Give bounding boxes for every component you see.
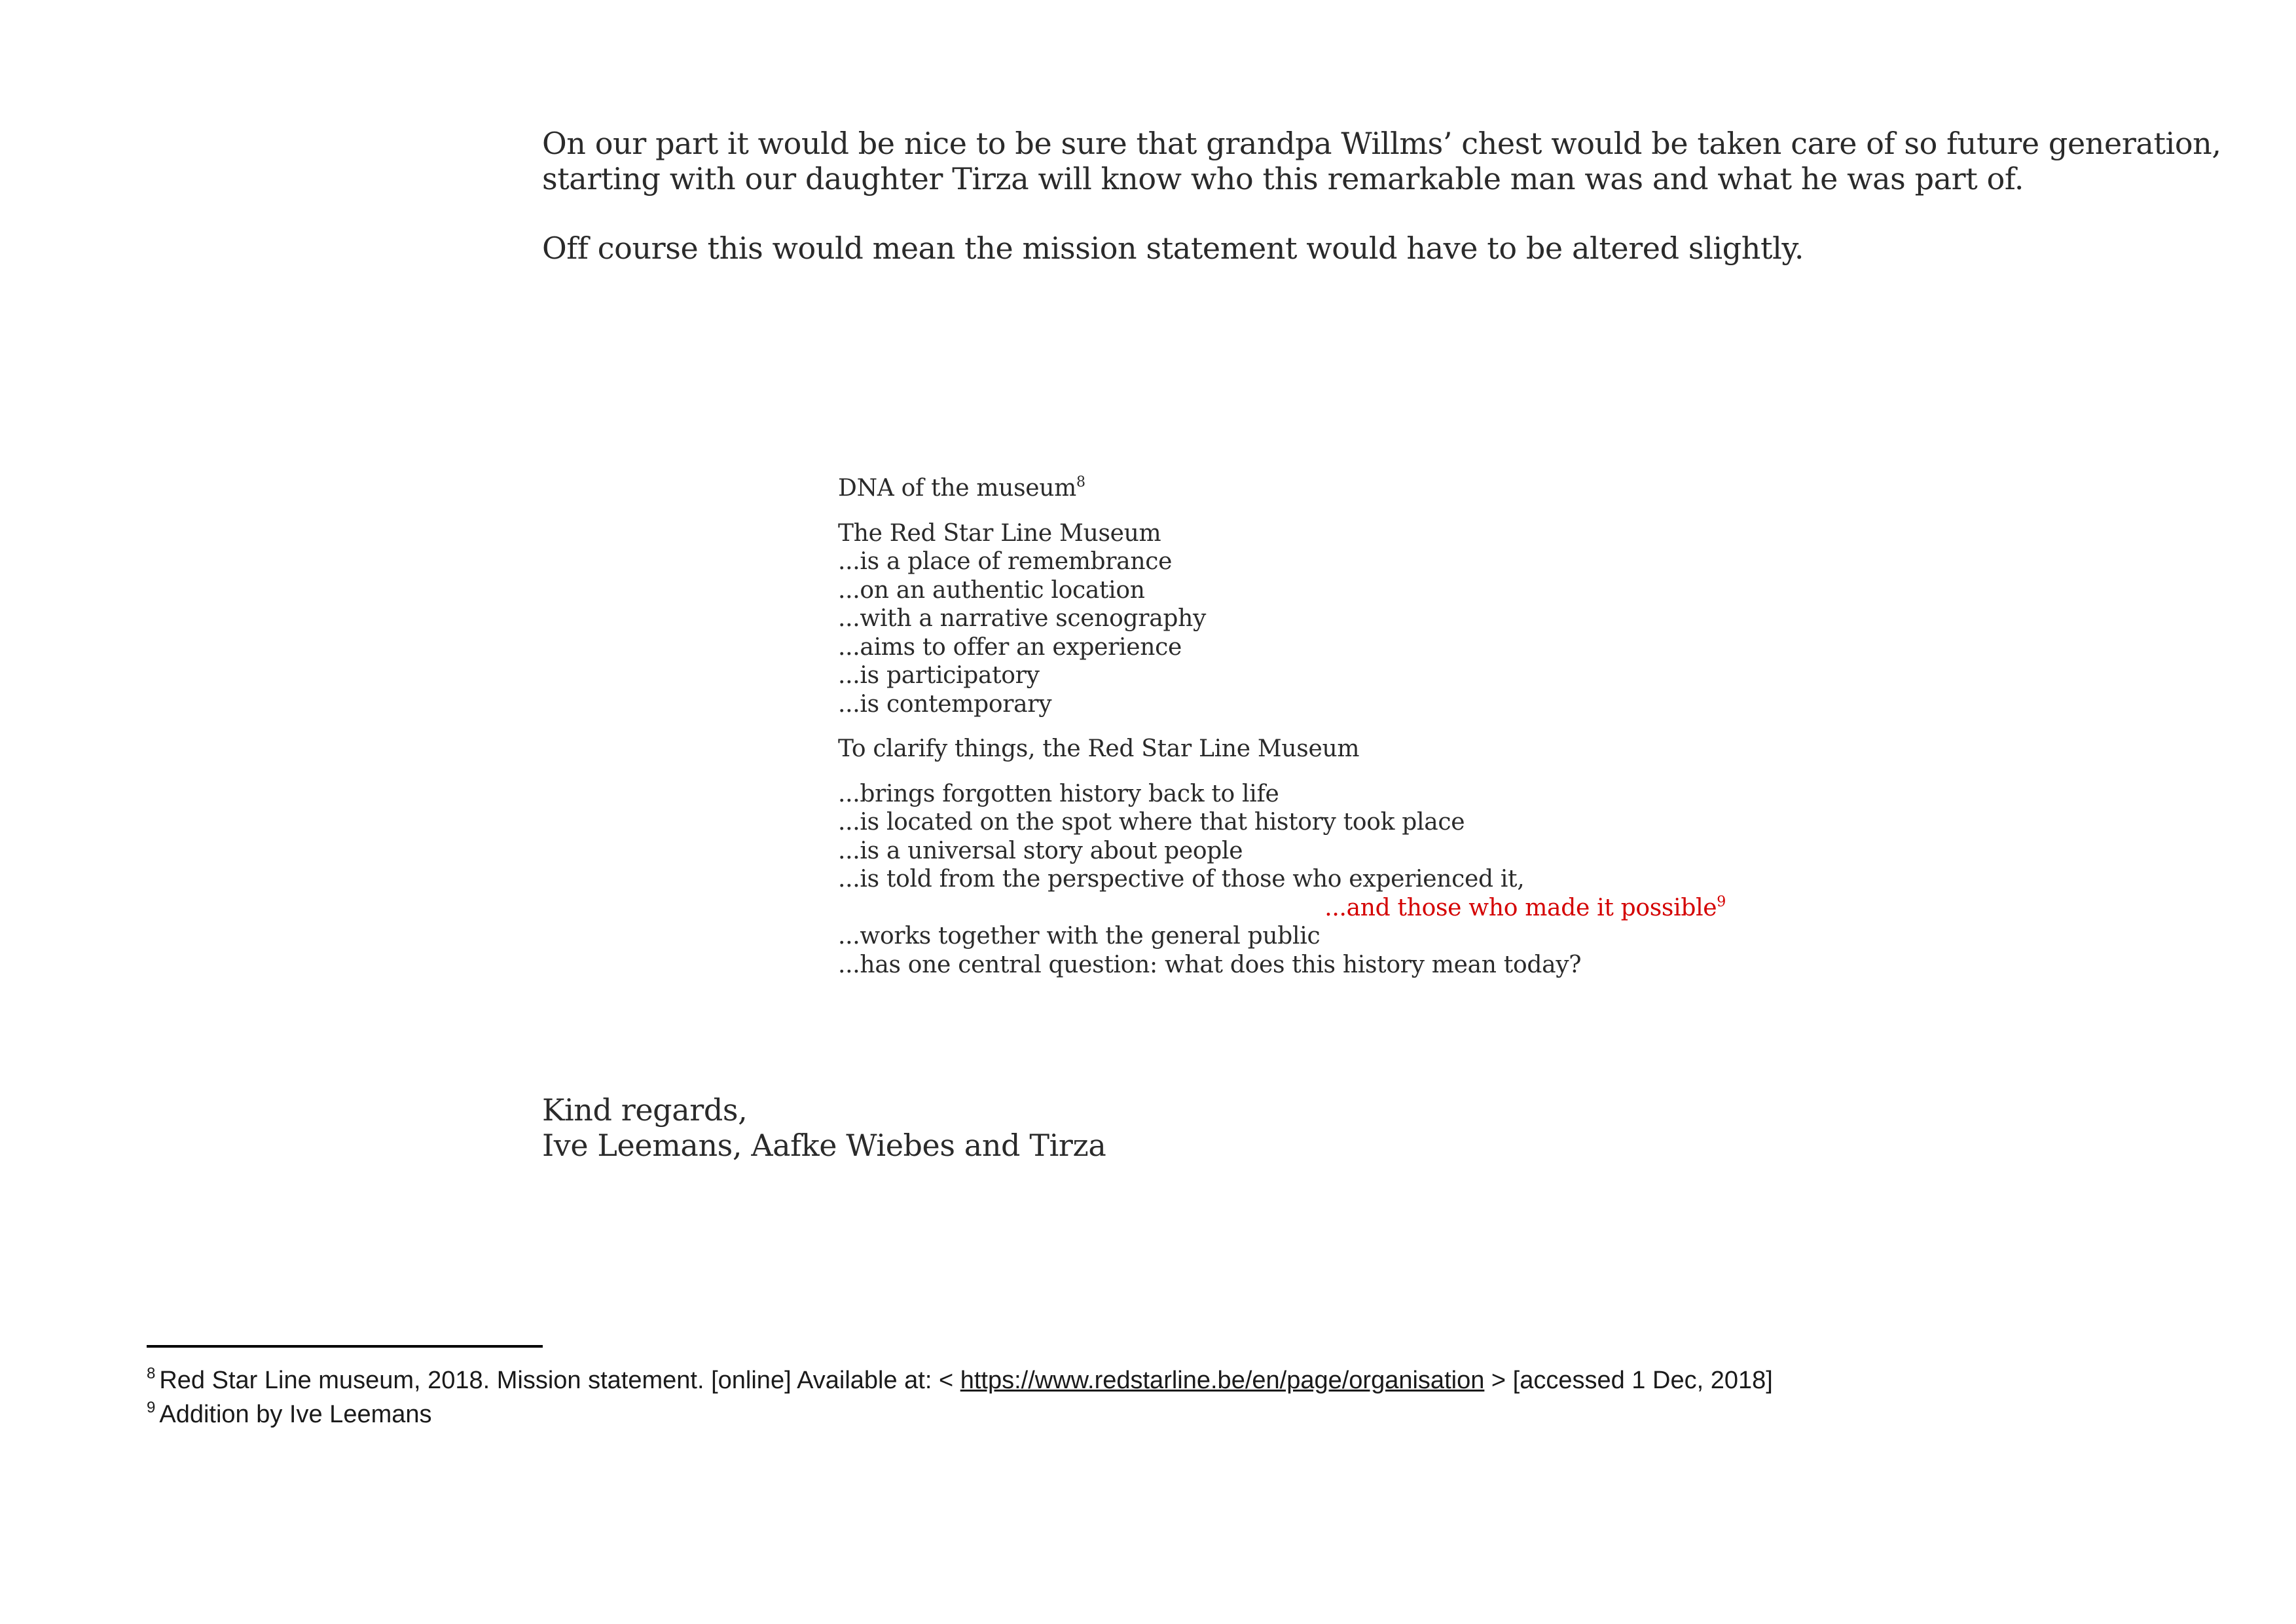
clarify-item: ...brings forgotten history back to life [838,780,1279,807]
dna-item: ...aims to offer an experience [838,633,1182,661]
footnote-8-accessed: > [accessed 1 Dec, 2018] [1491,1367,1773,1394]
dna-item: ...with a narrative scenography [838,605,1207,632]
section-gap [838,718,1820,735]
clarify-item: ...is located on the spot where that history took place [838,809,1465,836]
dna-item: ...on an authentic location [838,576,1145,604]
closing [542,1092,1106,1163]
footnote-8-number: 8 [147,1365,156,1382]
footnote-8 [147,1363,1773,1397]
footnote-8-link[interactable]: https://www.redstarline.be/en/page/organisation [960,1367,1485,1394]
dna-item: ...is participatory [838,662,1040,689]
footnote-9-number: 9 [147,1399,156,1416]
footnote-separator [147,1345,543,1348]
clarify-item: ...has one central question: what does this history mean today? [838,951,1582,978]
clarify-item: ...is told from the perspective of those who experienced it, [838,866,1525,893]
footnote-9-text: Addition by Ive Leemans [159,1401,432,1428]
dna-item: ...is contemporary [838,690,1052,718]
clarify-heading: To clarify things, the Red Star Line Museum [838,735,1360,762]
footnote-9 [147,1397,1773,1431]
footnote-ref-8[interactable]: 8 [1076,474,1085,490]
closing-signature: Ive Leemans, Aafke Wiebes and Tirza [542,1128,1106,1163]
mission-statement-title-text: DNA of the museum [838,475,1076,502]
intro-line-2: starting with our daughter Tirza will know who this remarkable man was and what he was part of. [542,161,2024,196]
clarify-item: ...works together with the general public [838,923,1321,950]
clarify-item: ...is a universal story about people [838,837,1243,864]
paragraph-gap [542,196,2192,231]
museum-heading: The Red Star Line Museum [838,519,1161,547]
intro-paragraphs [542,126,2221,266]
intro-line-3: Off course this would mean the mission statement would have to be altered slightly. [542,231,1804,266]
mission-statement-block [838,474,1820,979]
dna-item: ...is a place of remembrance [838,548,1173,575]
added-clause-text: ...and those who made it possible [1324,894,1717,921]
footnote-8-text: Red Star Line museum, 2018. Mission statement. [online] Available at: < [159,1367,954,1394]
footnotes [147,1363,1773,1431]
added-clause [838,894,1726,923]
mission-statement-title [838,474,1820,503]
footnote-ref-9[interactable]: 9 [1717,893,1726,910]
closing-greeting: Kind regards, [542,1092,748,1128]
intro-line-1: On our part it would be nice to be sure that grandpa Willms’ chest would be taken care of so future generation, [542,126,2221,161]
